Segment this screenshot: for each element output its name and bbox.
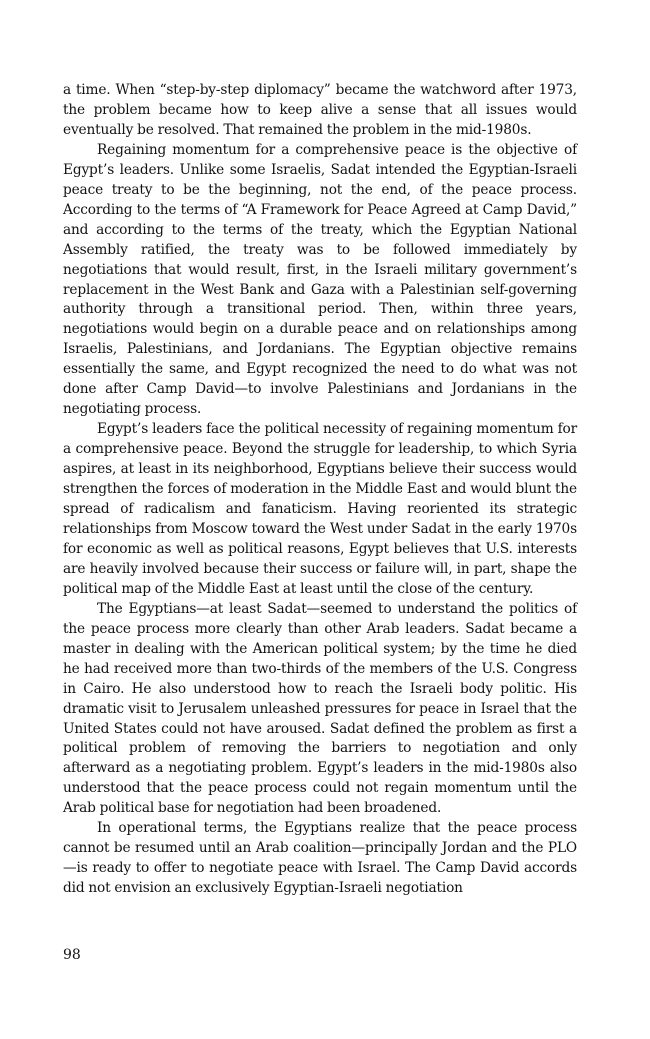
paragraph-1: a time. When “step-by-step diplomacy” became the watchword after 1973, the problem became how to keep alive a sense that all issues would eventually be resolved. That remained the problem in the mid-1980s. [63,82,577,138]
page-body [63,81,577,899]
page-number: 98 [63,947,81,963]
paragraph-4: The Egyptians—at least Sadat—seemed to understand the politics of the peace process more clearly than other Arab leaders. Sadat became a master in dealing with the American political system; by the time he died he had received more than two-thirds of the members of the U.S. Congress in Cairo. He also understood how to reach the Israeli body politic. His dramatic visit to Jerusalem unleashed pressures for peace in Israel that the United States could not have aroused. Sadat defined the problem as first a political problem of removing the barriers to negotiation and only afterward as a negotiating problem. Egypt’s leaders in the mid-1980s also understood that the peace process could not regain momentum until the Arab political base for negotiation had been broadened. [63,600,577,817]
paragraph-2: Regaining momentum for a comprehensive peace is the objective of Egypt’s leaders. Unlike some Israelis, Sadat intended the Egyptian-Israeli peace treaty to be the beginning, not the end, of the peace process. According to the terms of “A Framework for Peace Agreed at Camp David,” and according to the terms of the treaty, which the Egyptian National Assembly ratified, the treaty was to be followed immediately by negotiations that would result, first, in the Israeli military government’s replacement in the West Bank and Gaza with a Palestinian self-governing authority through a transitional period. Then, within three years, negotiations would begin on a durable peace and on relationships among Israelis, Palestinians, and Jordanians. The Egyptian objective remains essentially the same, and Egypt recognized the need to do what was not done after Camp David—to involve Palestinians and Jordanians in the negotiating process. [63,141,577,418]
paragraph-3: Egypt’s leaders face the political necessity of regaining momentum for a comprehensive peace. Beyond the struggle for leadership, to which Syria aspires, at least in its neighborhood, Egyptians believe their success would strengthen the forces of moderation in the Middle East and would blunt the spread of radicalism and fanaticism. Having reoriented its strategic relationships from Moscow toward the West under Sadat in the early 1970s for economic as well as political reasons, Egypt believes that U.S. interests are heavily involved because their success or failure will, in part, shape the political map of the Middle East at least until the close of the century. [63,421,577,597]
paragraph-5: In operational terms, the Egyptians realize that the peace process cannot be resumed until an Arab coalition—principally Jordan and the PLO—is ready to offer to negotiate peace with Israel. The Camp David accords did not envision an exclusively Egyptian-Israeli negotiation [63,820,577,897]
